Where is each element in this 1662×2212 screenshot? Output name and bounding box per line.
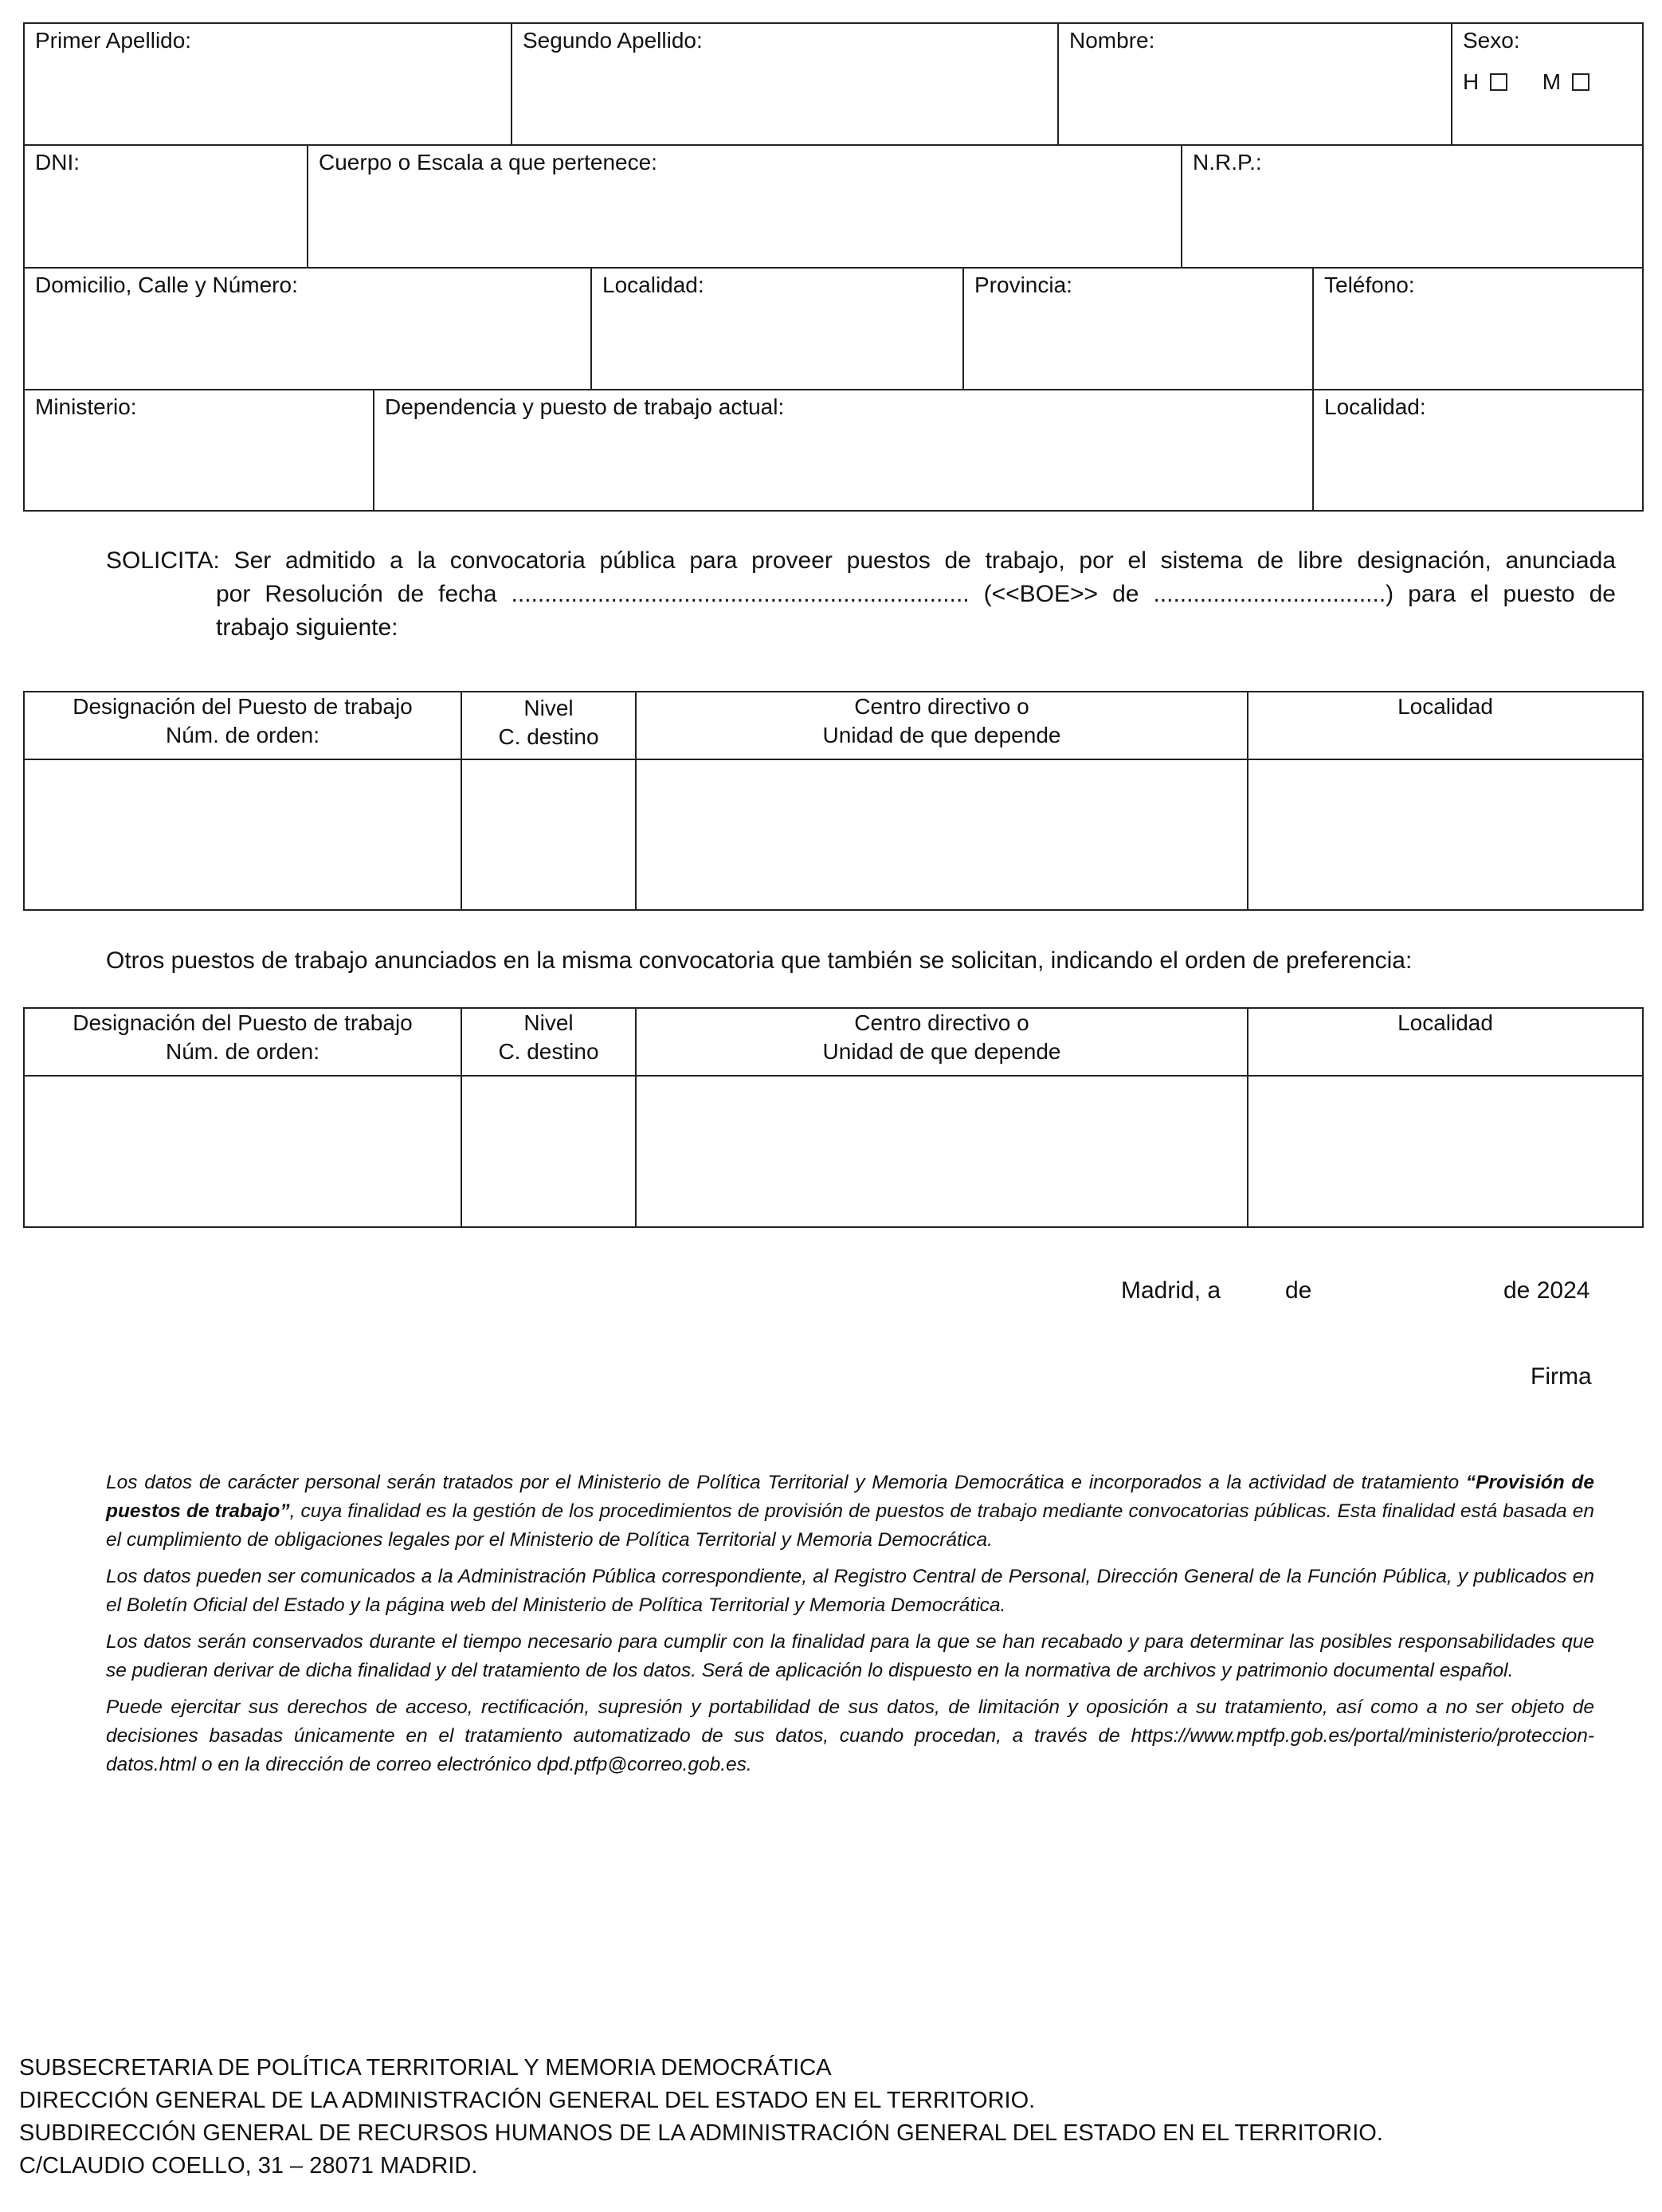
localidad-actual-field[interactable]: Localidad: <box>1324 394 1426 419</box>
otros-row-cell-nivel[interactable] <box>462 1077 635 1226</box>
footer-subsecretaria: SUBSECRETARIA DE POLÍTICA TERRITORIAL Y MEMORIA DEMOCRÁTICA <box>19 2055 832 2081</box>
otros-row-cell-designacion[interactable] <box>25 1077 461 1226</box>
otros-row-cell-localidad[interactable] <box>1248 1077 1642 1226</box>
fecha-year: de 2024 <box>1503 1277 1590 1304</box>
col-divider <box>373 389 374 512</box>
solicita-line-3: trabajo siguiente: <box>216 614 398 641</box>
puesto-row-cell-localidad[interactable] <box>1248 760 1642 909</box>
footer-direccion-general: DIRECCIÓN GENERAL DE LA ADMINISTRACIÓN GENERAL DEL ESTADO EN EL TERRITORIO. <box>19 2088 1036 2113</box>
telefono-field[interactable]: Teléfono: <box>1324 273 1415 297</box>
col-divider <box>511 22 512 145</box>
otros-row-cell-centro[interactable] <box>637 1077 1247 1226</box>
col-divider <box>1312 267 1314 390</box>
footer-address: C/CLAUDIO COELLO, 31 – 28071 MADRID. <box>19 2153 478 2179</box>
otros-puestos-text: Otros puestos de trabajo anunciados en la misma convocatoria que también se solicitan, indicando el orden de preferencia: <box>106 947 1413 974</box>
legal-p1-start: Los datos de carácter personal serán tratados por el Ministerio de Política Territorial y Memoria Democrática e incorporados a la actividad de tratamiento <box>106 1472 1466 1493</box>
fecha-de: de <box>1285 1277 1312 1304</box>
th-centro <box>637 692 1247 750</box>
puesto-row-cell-centro[interactable] <box>637 760 1247 909</box>
th-nivel-l1: Nivel <box>523 1010 574 1035</box>
th-centro-l1: Centro directivo o <box>854 1010 1029 1035</box>
th-designacion <box>25 692 461 750</box>
col-divider <box>962 267 964 390</box>
th-designacion-l1: Designación del Puesto de trabajo <box>73 1010 413 1035</box>
sexo-h-label: H <box>1463 69 1480 94</box>
legal-notice <box>106 1469 1594 1779</box>
th-nivel-l2: C. destino <box>498 1039 599 1064</box>
legal-p1-bold: “Provisión de puestos de trabajo” <box>106 1472 1594 1522</box>
footer-subdireccion: SUBDIRECCIÓN GENERAL DE RECURSOS HUMANOS DE LA ADMINISTRACIÓN GENERAL DEL ESTADO EN EL TERRITORIO. <box>19 2120 1383 2146</box>
dni-field[interactable]: DNI: <box>35 150 80 175</box>
th-nivel <box>462 1009 635 1066</box>
sexo-m-label: M <box>1542 69 1562 94</box>
firma-label: Firma <box>1531 1363 1592 1390</box>
th-centro-l1: Centro directivo o <box>854 694 1029 719</box>
th-nivel-l2: C. destino <box>498 724 599 749</box>
col-divider <box>1312 389 1314 512</box>
sexo-h-checkbox[interactable] <box>1490 73 1507 91</box>
localidad-field[interactable]: Localidad: <box>602 273 704 297</box>
th-designacion <box>25 1009 461 1066</box>
cuerpo-escala-field[interactable]: Cuerpo o Escala a que pertenece: <box>319 150 657 175</box>
legal-paragraph-2: Los datos pueden ser comunicados a la Administración Pública correspondiente, al Registro Central de Personal, Dirección General de la Función Pública, y publicados en el Boletín Oficial del Estado y la página web del Ministerio de Política Territorial y Memoria Democrática. <box>106 1566 1594 1616</box>
th-centro-l2: Unidad de que depende <box>822 1039 1061 1064</box>
solicita-line-1: SOLICITA: Ser admitido a la convocatoria pública para proveer puestos de trabajo, por el sistema de libre designación, anunciada <box>106 547 1616 574</box>
sexo-options <box>1463 69 1589 96</box>
th-nivel-l1: Nivel <box>523 696 574 720</box>
row-divider <box>23 267 1644 269</box>
col-divider <box>1057 22 1059 145</box>
puesto-row-cell-designacion[interactable] <box>25 760 461 909</box>
solicita-line-2: por Resolución de fecha ..................................................................... (<<BOE>> de ...................................) para el puesto de <box>216 581 1616 607</box>
th-designacion-l1: Designación del Puesto de trabajo <box>73 694 413 719</box>
th-localidad: Localidad <box>1397 694 1493 719</box>
fecha-madrid: Madrid, a <box>1121 1277 1221 1304</box>
legal-p1-end: , cuya finalidad es la gestión de los procedimientos de provisión de puestos de trabajo mediante convocatorias públicas. Esta finalidad está basada en el cumplimiento de obligaciones legales por el Ministerio de Política Territorial y Memoria Democrática. <box>106 1500 1594 1551</box>
th-designacion-l2: Núm. de orden: <box>166 723 319 747</box>
ministerio-field[interactable]: Ministerio: <box>35 394 137 419</box>
th-designacion-l2: Núm. de orden: <box>166 1039 319 1064</box>
col-divider <box>307 144 308 268</box>
col-divider <box>590 267 592 390</box>
dependencia-field[interactable]: Dependencia y puesto de trabajo actual: <box>385 394 785 419</box>
segundo-apellido-field[interactable]: Segundo Apellido: <box>523 28 703 53</box>
nombre-field[interactable]: Nombre: <box>1069 28 1155 53</box>
sexo-label: Sexo: <box>1463 28 1520 53</box>
legal-paragraph-1 <box>106 1469 1594 1555</box>
legal-paragraph-3: Los datos serán conservados durante el tiempo necesario para cumplir con la finalidad para la que se han recabado y para determinar las posibles responsabilidades que se pudieran derivar de dicha finalidad y del tratamiento de los datos. Será de aplicación lo dispuesto en la normativa de archivos y patrimonio documental español. <box>106 1631 1594 1681</box>
puesto-row-cell-nivel[interactable] <box>462 760 635 909</box>
th-centro <box>637 1009 1247 1066</box>
col-divider <box>1451 22 1452 145</box>
domicilio-field[interactable]: Domicilio, Calle y Número: <box>35 273 298 297</box>
th-nivel <box>462 694 635 751</box>
provincia-field[interactable]: Provincia: <box>974 273 1072 297</box>
th-localidad: Localidad <box>1397 1010 1493 1035</box>
col-divider <box>1181 144 1182 268</box>
primer-apellido-field[interactable]: Primer Apellido: <box>35 28 192 53</box>
sexo-m-checkbox[interactable] <box>1572 73 1589 91</box>
nrp-field[interactable]: N.R.P.: <box>1193 150 1262 175</box>
row-divider <box>23 144 1644 146</box>
th-centro-l2: Unidad de que depende <box>822 723 1061 747</box>
row-divider <box>23 389 1644 390</box>
legal-paragraph-4: Puede ejercitar sus derechos de acceso, rectificación, supresión y portabilidad de sus datos, de limitación y oposición a su tratamiento, así como a no ser objeto de decisiones basadas únicamente en el tratamiento automatizado de sus datos, cuando procedan, a través de https://www.mptfp.gob.es/portal/ministerio/proteccion-datos.html o en la dirección de correo electrónico dpd.ptfp@correo.gob.es. <box>106 1696 1594 1775</box>
